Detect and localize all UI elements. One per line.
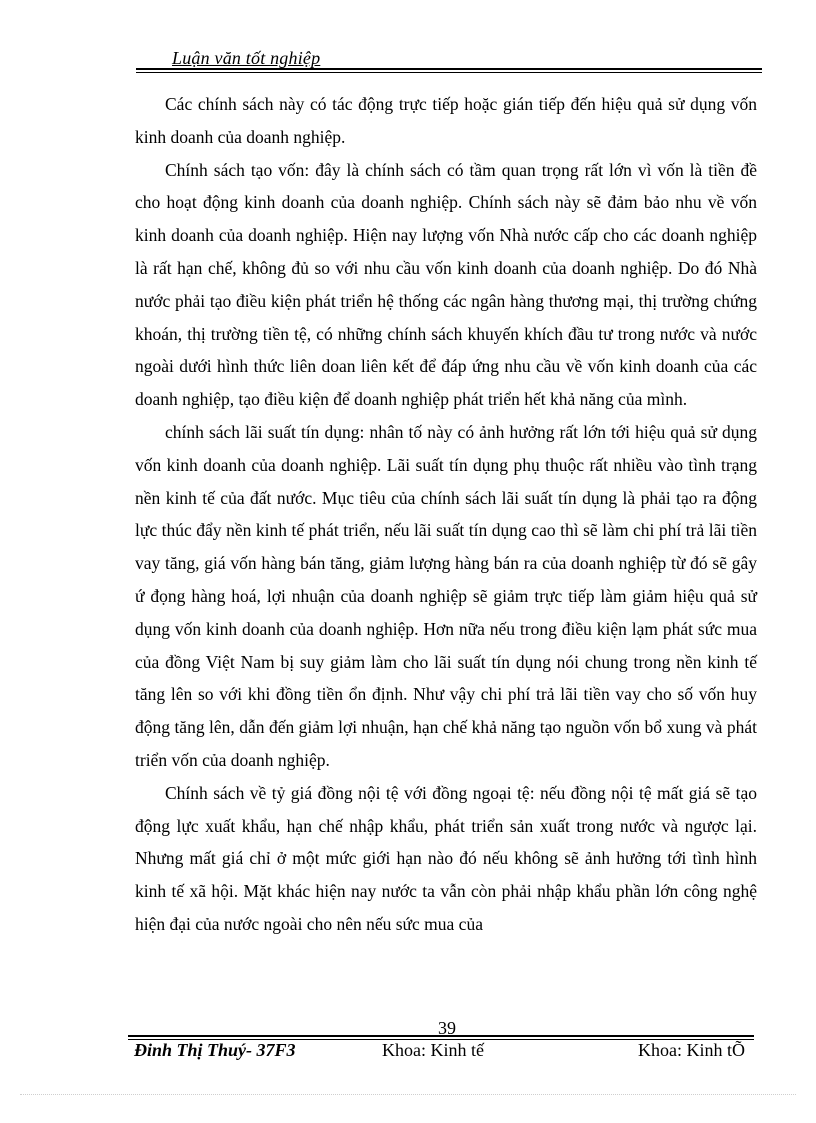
running-header-title: Luận văn tốt nghiệp xyxy=(172,48,321,68)
paragraph-exchange-rate-policy: Chính sách về tỷ giá đồng nội tệ với đồng ngoại tệ: nếu đồng nội tệ mất giá sẽ tạo động lực xuất khẩu, hạn chế nhập khẩu, phát triển sản xuất trong nước và ngược lại. Nhưng mất giá chỉ ở một mức giới hạn nào đó nếu không sẽ ảnh hưởng tới tình hình kinh tế xã hội. Mặt khác hiện nay nước ta vẫn còn phải nhập khẩu phần lớn công nghệ hiện đại của nước ngoài cho nên nếu sức mua của xyxy=(135,782,757,934)
footer-faculty: Khoa: Kinh tế xyxy=(382,1040,484,1060)
footer-author: Đinh Thị Thuý- 37F3 xyxy=(134,1040,296,1060)
footer-divider xyxy=(128,1035,754,1037)
header-divider-thin xyxy=(136,72,762,73)
page-number: 39 xyxy=(438,1018,456,1038)
paragraph-interest-rate-policy: chính sách lãi suất tín dụng: nhân tố này có ảnh hưởng rất lớn tới hiệu quả sử dụng vốn kinh doanh của doanh nghiệp. Lãi suất tín dụng phụ thuộc rất nhiều vào tình trạng nền kinh tế của đất nước. Mục tiêu của chính sách lãi suất tín dụng là phải tạo ra động lực thúc đẩy nền kinh tế phát triển, nếu lãi suất tín dụng cao thì sẽ làm chi phí trả lãi tiền vay tăng, giá vốn hàng bán tăng, giảm lượng hàng bán ra của doanh nghiệp từ đó sẽ gây ứ đọng hàng hoá, lợi nhuận của doanh nghiệp sẽ giảm trực tiếp làm giảm hiệu quả sử dụng vốn kinh doanh của doanh nghiệp. Hơn nữa nếu trong điều kiện lạm phát sức mua của đồng Việt Nam bị suy giảm làm cho lãi suất tín dụng nói chung trong nền kinh tế tăng lên so với khi đồng tiền ổn định. Như vậy chi phí trả lãi tiền vay cho số vốn huy động tăng lên, dẫn đến giảm lợi nhuận, hạn chế khả năng tạo nguồn vốn bổ xung và phát triển vốn của doanh nghiệp. xyxy=(135,421,757,770)
header-divider xyxy=(136,68,762,70)
paragraph-capital-policy: Chính sách tạo vốn: đây là chính sách có tầm quan trọng rất lớn vì vốn là tiền đề cho hoạt động kinh doanh của doanh nghiệp. Chính sách này sẽ đảm bảo nhu về vốn kinh doanh của doanh nghiệp. Hiện nay lượng vốn Nhà nước cấp cho các doanh nghiệp là rất hạn chế, không đủ so với nhu cầu vốn kinh doanh của doanh nghiệp. Do đó Nhà nước phải tạo điều kiện phát triển hệ thống các ngân hàng thương mại, thị trường chứng khoán, thị trường tiền tệ, có những chính sách khuyến khích đầu tư trong nước và nước ngoài dưới hình thức liên doan liên kết để đáp ứng nhu cầu về vốn kinh doanh của các doanh nghiệp, tạo điều kiện để doanh nghiệp phát triển hết khả năng của mình. xyxy=(135,159,757,410)
paragraph-intro: Các chính sách này có tác động trực tiếp hoặc gián tiếp đến hiệu quả sử dụng vốn kinh doanh của doanh nghiệp. xyxy=(135,94,757,147)
footer-faculty-right: Khoa: Kinh tÕ xyxy=(638,1040,745,1060)
page-bottom-border xyxy=(20,1094,796,1095)
body-text xyxy=(135,88,757,941)
